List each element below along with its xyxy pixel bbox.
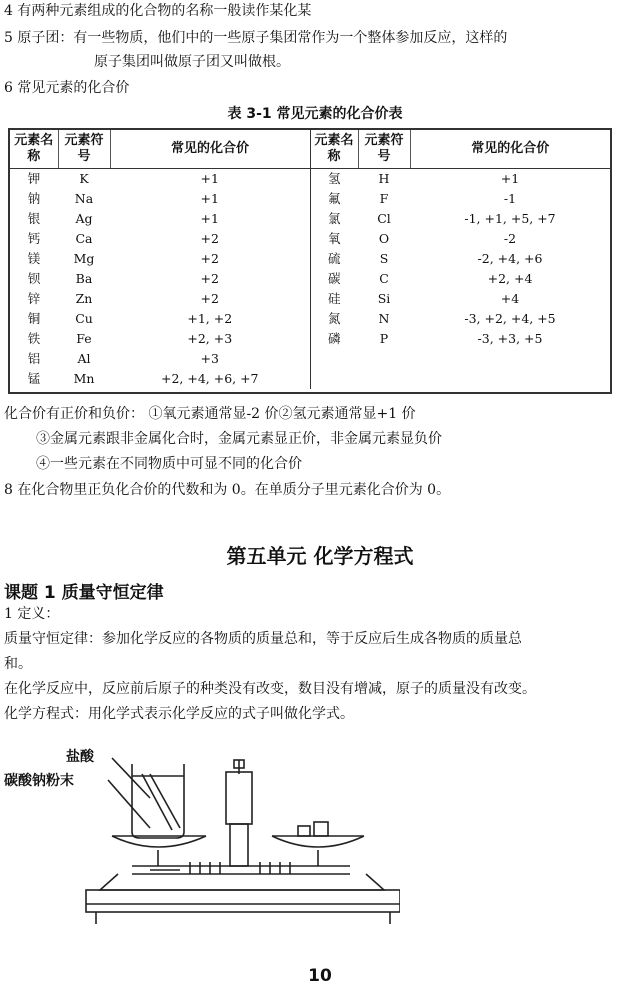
element-valence: +2 xyxy=(200,271,219,286)
element-symbol: Ba xyxy=(75,271,93,286)
element-name: 铝 xyxy=(27,351,41,366)
balance-figure xyxy=(0,740,400,930)
definition-line-4: 化学方程式：用化学式表示化学反应的式子叫做化学式。 xyxy=(4,706,354,722)
valence-line-3: ④一些元素在不同物质中可显不同的化合价 xyxy=(36,456,302,472)
element-symbol: C xyxy=(379,271,389,286)
element-name: 铜 xyxy=(27,311,41,326)
element-symbol: Mg xyxy=(73,251,95,266)
element-valence: +1 xyxy=(200,211,219,226)
header-symbol-right: 元素符号 xyxy=(358,130,410,169)
element-valence: +1 xyxy=(200,171,219,186)
definition-line-3: 在化学反应中，反应前后原子的种类没有改变，数目没有增减，原子的质量没有改变。 xyxy=(4,681,536,697)
unit-title: 第五单元 化学方程式 xyxy=(226,544,414,568)
element-symbol: Cu xyxy=(75,311,93,326)
element-symbol: H xyxy=(378,171,390,186)
element-name: 氯 xyxy=(310,209,358,229)
element-symbol: F xyxy=(379,191,389,206)
table-caption: 表 3-1 常见元素的化合价表 xyxy=(227,106,403,122)
element-name: 碳 xyxy=(310,269,358,289)
element-valence: +2 xyxy=(200,251,219,266)
element-symbol: Fe xyxy=(76,331,92,346)
valence-table xyxy=(8,128,612,394)
element-valence: -1, +1, +5, +7 xyxy=(464,211,556,226)
line-6: 6 常见元素的化合价 xyxy=(4,80,130,96)
element-name: 钾 xyxy=(27,171,41,186)
table-row xyxy=(10,229,610,249)
element-symbol: Na xyxy=(74,191,94,206)
line-4: 4 有两种元素组成的化合物的名称一般读作某化某 xyxy=(4,3,312,19)
page-number: 10 xyxy=(308,966,332,986)
element-name xyxy=(310,369,358,389)
element-symbol: N xyxy=(378,311,390,326)
lesson-title: 课题 1 质量守恒定律 xyxy=(4,583,164,603)
element-symbol: Si xyxy=(377,291,391,306)
element-symbol: Cl xyxy=(377,211,391,226)
element-name: 氧 xyxy=(310,229,358,249)
balance-drawing xyxy=(0,740,400,930)
header-valence-left: 常见的化合价 xyxy=(110,130,310,169)
label-sodium-carbonate: 碳酸钠粉末 xyxy=(4,773,74,789)
element-symbol: S xyxy=(379,251,389,266)
header-symbol-left: 元素符号 xyxy=(58,130,110,169)
element-symbol: Al xyxy=(77,351,91,366)
element-symbol xyxy=(358,349,410,369)
line-8: 8 在化合物里正负化合价的代数和为 0。在单质分子里元素化合价为 0。 xyxy=(4,482,451,498)
element-valence: +1 xyxy=(200,191,219,206)
element-name: 硅 xyxy=(310,289,358,309)
table-row xyxy=(10,349,610,369)
element-name: 氟 xyxy=(310,189,358,209)
table-row xyxy=(10,329,610,349)
element-name: 锰 xyxy=(27,371,41,386)
element-symbol: K xyxy=(79,171,89,186)
line-5b: 原子集团叫做原子团又叫做根。 xyxy=(94,54,290,70)
element-valence: -1 xyxy=(503,191,517,206)
element-valence: +2, +4, +6, +7 xyxy=(160,371,259,386)
table-row xyxy=(10,269,610,289)
element-name: 硫 xyxy=(310,249,358,269)
definition-line-2: 和。 xyxy=(4,656,32,672)
element-valence: +1 xyxy=(500,171,520,186)
element-name: 氮 xyxy=(310,309,358,329)
element-valence: +3 xyxy=(200,351,219,366)
element-symbol: P xyxy=(379,331,389,346)
table-row xyxy=(10,309,610,329)
element-name xyxy=(310,349,358,369)
element-valence: -3, +2, +4, +5 xyxy=(464,311,556,326)
element-valence: +2 xyxy=(200,291,219,306)
element-valence: +2, +3 xyxy=(187,331,233,346)
element-symbol: O xyxy=(378,231,390,246)
header-name-right: 元素名称 xyxy=(310,130,358,169)
element-valence: -3, +3, +5 xyxy=(477,331,543,346)
line-5a: 5 原子团：有一些物质，他们中的一些原子集团常作为一个整体参加反应，这样的 xyxy=(4,30,508,46)
table-row xyxy=(10,209,610,229)
element-name: 钡 xyxy=(27,271,41,286)
element-valence: -2, +4, +6 xyxy=(477,251,543,266)
table-row xyxy=(10,169,610,190)
element-name: 钠 xyxy=(27,191,41,206)
element-valence xyxy=(410,349,610,369)
element-valence: +2, +4 xyxy=(487,271,533,286)
element-name: 磷 xyxy=(310,329,358,349)
element-valence: +2 xyxy=(200,231,219,246)
element-symbol xyxy=(358,369,410,389)
element-name: 钙 xyxy=(27,231,41,246)
element-valence: +4 xyxy=(500,291,520,306)
element-name: 锌 xyxy=(27,291,41,306)
element-symbol: Mn xyxy=(73,371,95,386)
element-name: 银 xyxy=(27,211,41,226)
element-name: 氢 xyxy=(310,169,358,190)
element-symbol: Ag xyxy=(75,211,93,226)
valence-line-2: ③金属元素跟非金属化合时，金属元素显正价，非金属元素显负价 xyxy=(36,431,442,447)
definition-heading: 1 定义： xyxy=(4,606,60,622)
element-name: 铁 xyxy=(27,331,41,346)
element-symbol: Ca xyxy=(75,231,93,246)
table-row xyxy=(10,249,610,269)
element-valence: -2 xyxy=(503,231,517,246)
definition-line-1: 质量守恒定律：参加化学反应的各物质的质量总和，等于反应后生成各物质的质量总 xyxy=(4,631,522,647)
element-valence xyxy=(410,369,610,389)
element-symbol: Zn xyxy=(75,291,93,306)
header-name-left: 元素名称 xyxy=(10,130,58,169)
table-row xyxy=(10,189,610,209)
element-name: 镁 xyxy=(27,251,41,266)
label-hydrochloric-acid: 盐酸 xyxy=(66,749,94,765)
table-row xyxy=(10,289,610,309)
valence-line-1: 化合价有正价和负价： ①氧元素通常显-2 价②氢元素通常显+1 价 xyxy=(4,406,416,422)
table-row xyxy=(10,369,610,389)
element-valence: +1, +2 xyxy=(187,311,233,326)
header-valence-right: 常见的化合价 xyxy=(410,130,610,169)
